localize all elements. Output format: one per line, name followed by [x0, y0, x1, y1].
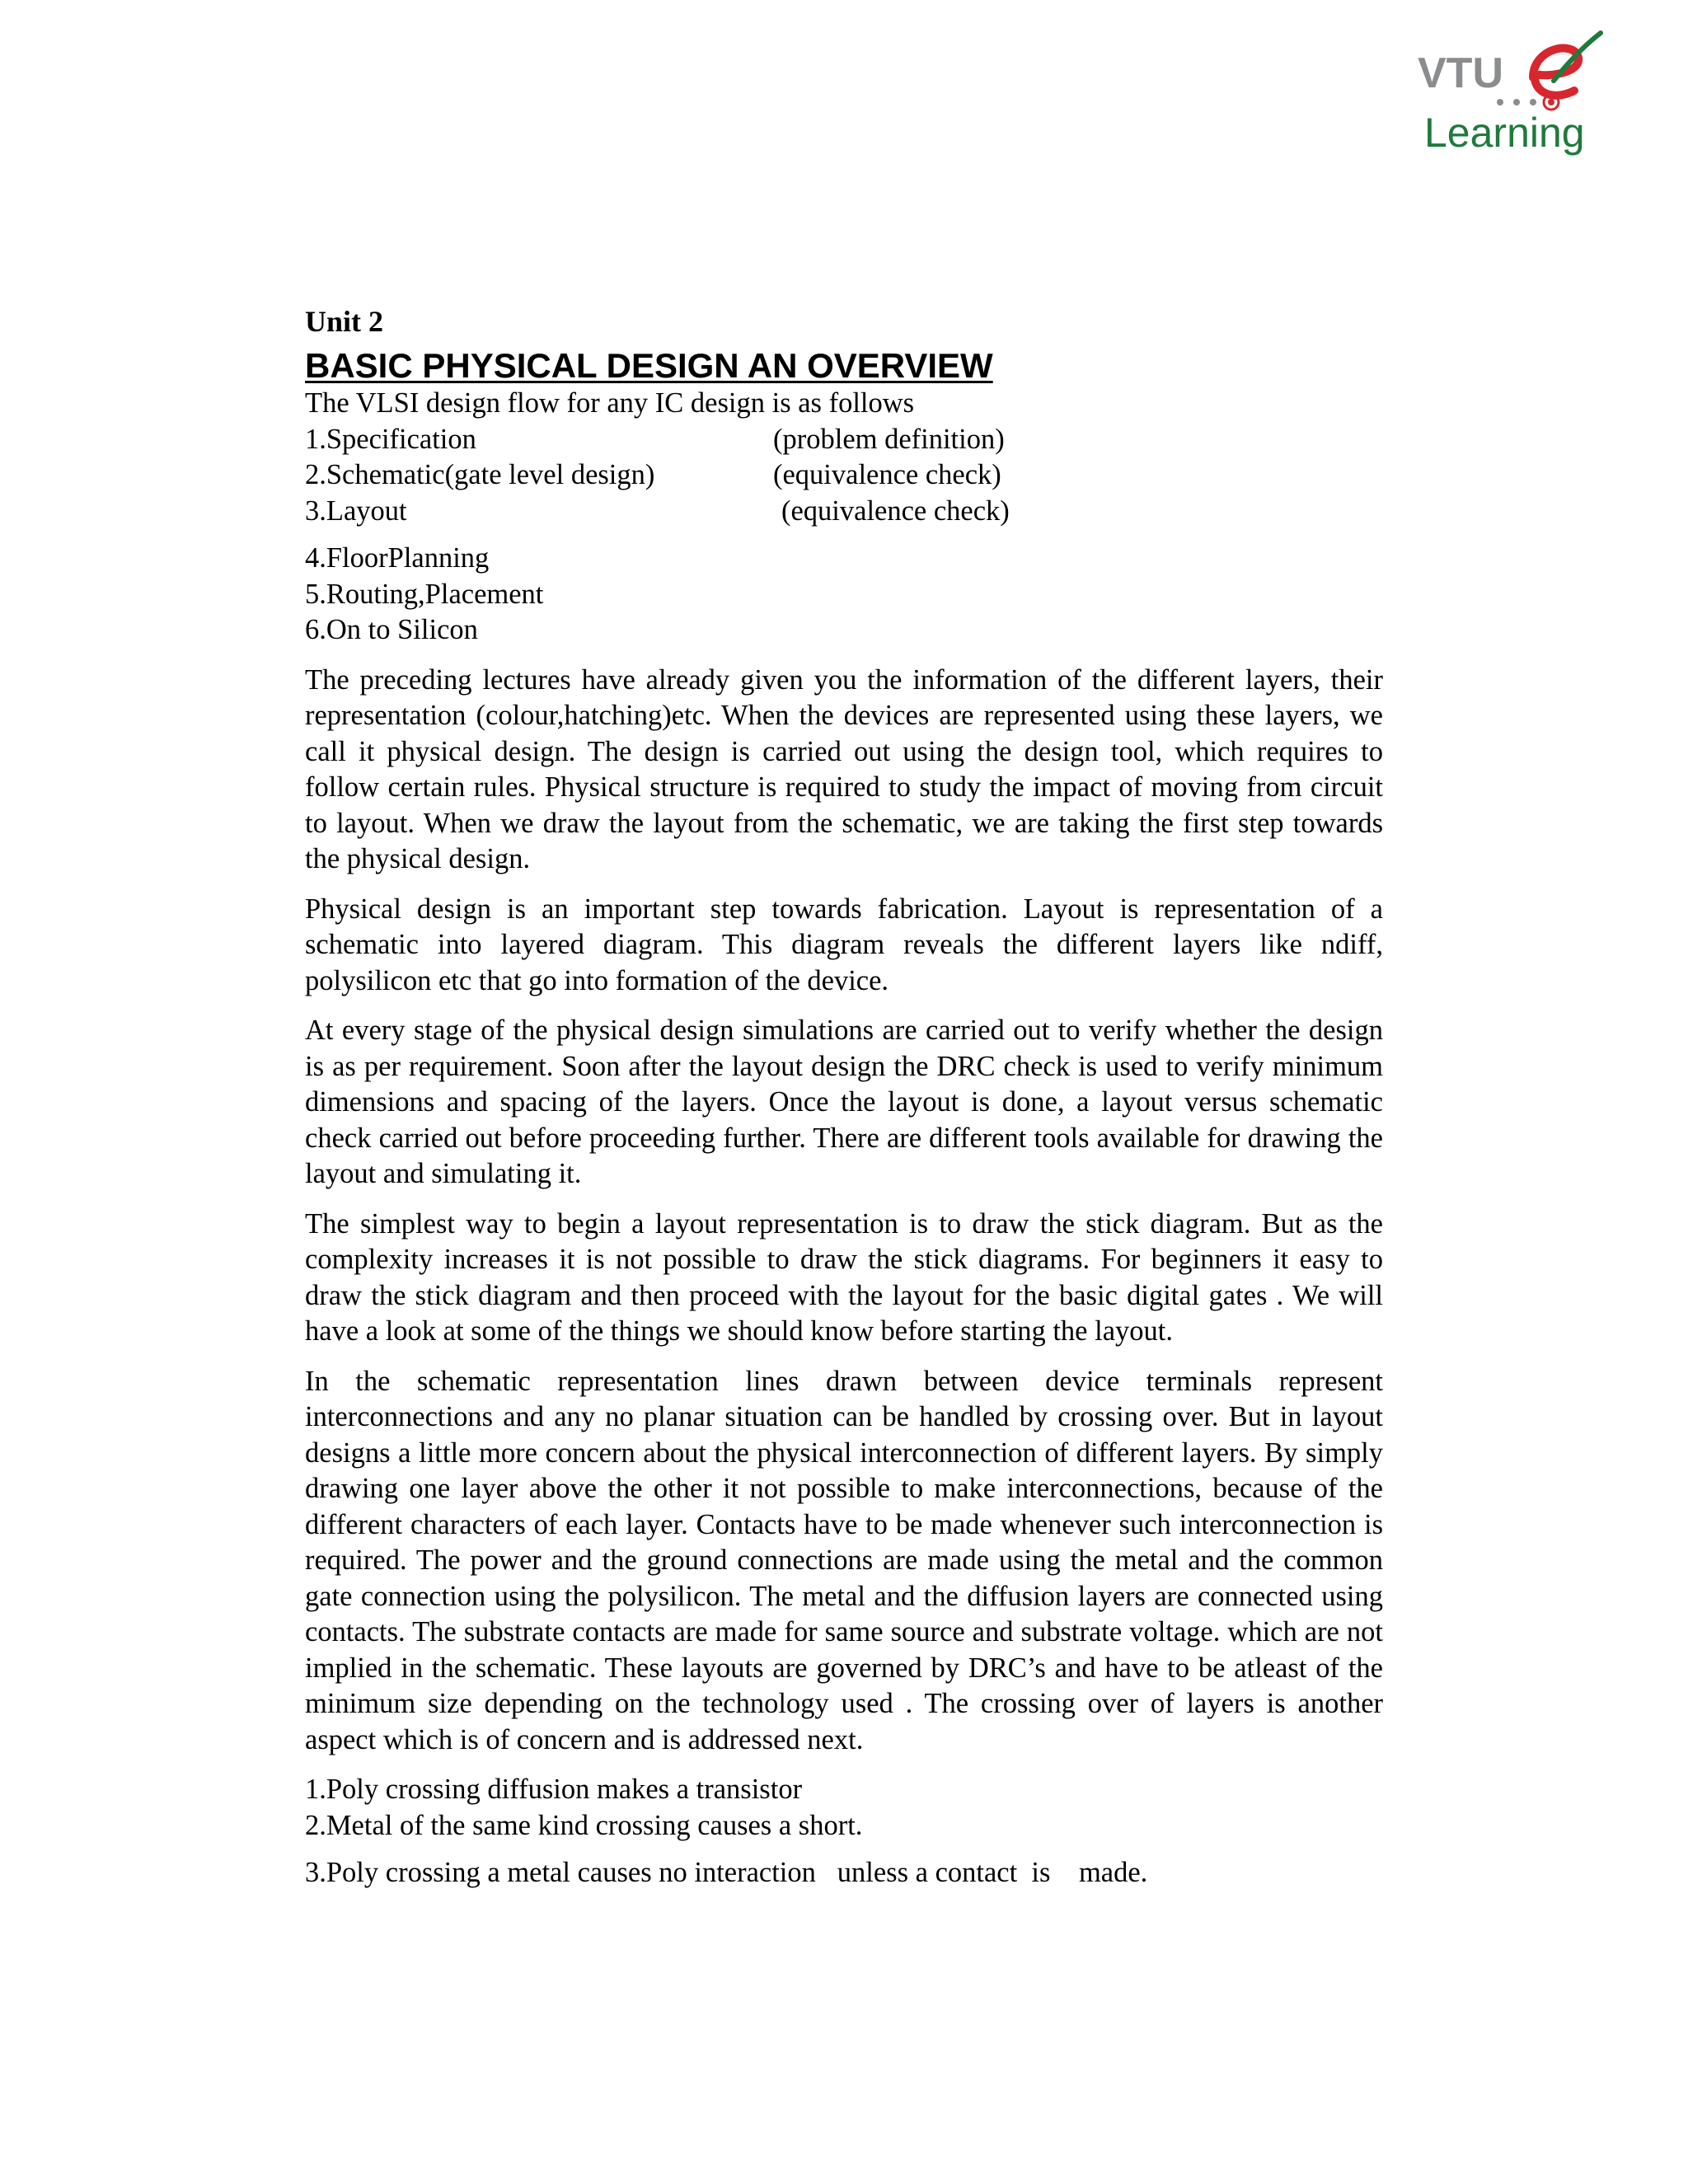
unit-label: Unit 2 [305, 305, 384, 338]
flow-step [305, 494, 1383, 530]
flow-step-name: 5.Routing,Placement [305, 578, 544, 610]
flow-step-check: (equivalence check) [773, 459, 1001, 490]
paragraph-fabrication: Physical design is an important step towards fabrication. Layout is representation of a schematic into layered diagram. This diagram reveals the different layers like ndiff, polysilicon etc that go into formation of the device. [305, 893, 1383, 996]
logo-vtu-text: VTU [1418, 49, 1503, 97]
flow-step-check: (problem definition) [773, 423, 1005, 455]
flow-step-name: 6.On to Silicon [305, 614, 478, 645]
vtu-elearning-logo-graphic [1409, 23, 1607, 163]
flow-step [305, 541, 1383, 577]
design-flow-list [305, 422, 1383, 649]
paragraph-physical-design-intro: The preceding lectures have already given you the information of the different layers, their representation (colour,hatching)etc. When the devices are represented using these layers, we call it physical design. The design is carried out using the design tool, which requires to follow certain rules. Physical structure is required to study the impact of moving from circuit to layout. When we draw the layout from the schematic, we are taking the first step towards the physical design. [305, 663, 1383, 874]
logo-learning-text: Learning [1424, 110, 1585, 156]
logo-swoosh-icon [1554, 33, 1601, 81]
paragraph-stick-diagram: The simplest way to begin a layout representation is to draw the stick diagram. But as the complexity increases it is not possible to draw the stick diagrams. For beginners it easy to draw the stick diagram and then proceed with the layout for the basic digital gates . We will have a look at some of the things we should know before starting the layout. [305, 1207, 1383, 1347]
document-body [305, 303, 1383, 1891]
flow-step-name: 3.Layout [305, 494, 407, 527]
logo-dot [1530, 99, 1536, 105]
paragraph-interconnections: In the schematic representation lines drawn between device terminals represent interconnections and any no planar situation can be handled by crossing over. But in layout designs a little more concern about the physical interconnection of different layers. By simply drawing one layer above the other it not possible to make interconnections, because of the different characters of each layer. Contacts have to be made whenever such interconnection is required. The power and the ground connections are made using the metal and the common gate connection using the polysilicon. The metal and the diffusion layers are connected using contacts. The substrate contacts are made for same source and substrate voltage. which are not implied in the schematic. These layouts are governed by DRC’s and have to be atleast of the minimum size depending on the technology used . The crossing over of layers is another aspect which is of concern and is addressed next. [305, 1365, 1383, 1755]
flow-step-check: (equivalence check) [781, 494, 1010, 527]
logo-dot-red [1548, 99, 1554, 105]
flow-step [305, 577, 1383, 613]
crossing-rule: 2.Metal of the same kind crossing causes a short. [305, 1809, 863, 1841]
flow-step [305, 422, 1383, 458]
flow-step-name: 2.Schematic(gate level design) [305, 459, 655, 490]
vtu-elearning-logo [1409, 23, 1607, 163]
flow-step-name: 1.Specification [305, 423, 476, 455]
logo-dot [1497, 99, 1503, 105]
crossing-rules-list [305, 1772, 1383, 1891]
flow-step-name: 4.FloorPlanning [305, 542, 490, 574]
logo-dot [1513, 99, 1520, 105]
flow-step [305, 457, 1383, 494]
crossing-rule: 3.Poly crossing a metal causes no interaction unless a contact is made. [305, 1857, 1148, 1888]
logo-e-mark-icon [1533, 48, 1578, 95]
paragraph-simulation: At every stage of the physical design simulations are carried out to verify whether the design is as per requirement. Soon after the layout design the DRC check is used to verify minimum dimensions and spacing of the layers. Once the layout is done, a layout versus schematic check carried out before proceeding further. There are different tools available for drawing the layout and simulating it. [305, 1015, 1383, 1189]
page-title: BASIC PHYSICAL DESIGN AN OVERVIEW [305, 346, 993, 385]
flow-intro: The VLSI design flow for any IC design is as follows [305, 387, 915, 419]
crossing-rule: 1.Poly crossing diffusion makes a transistor [305, 1774, 803, 1805]
flow-step [305, 612, 1383, 649]
